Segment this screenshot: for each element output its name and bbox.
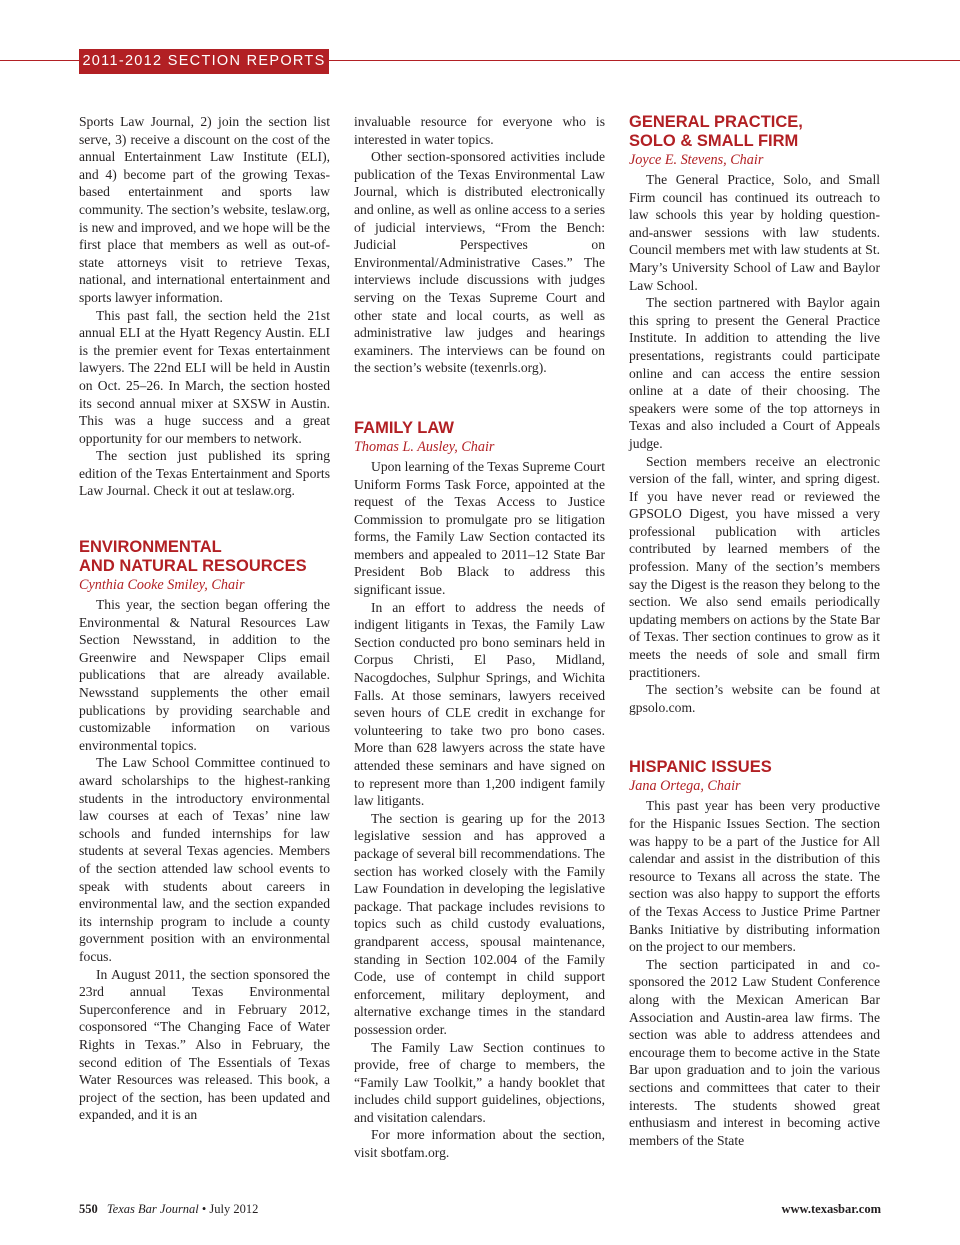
section-header-banner bbox=[79, 49, 329, 74]
section-title-family-law: FAMILY LAW bbox=[354, 418, 454, 437]
body-paragraph: invaluable resource for everyone who is interested in water topics. bbox=[354, 114, 605, 147]
body-paragraph: In August 2011, the section sponsored the 23rd annual Texas Environmental Superconference and in February 2012, cosponsored “The Changing Face of Water Rights in Texas.” Also in February, the second edition of The Essentials of Texas Water Resources was released. This book, a project of the section, has been updated and expanded, and it is an bbox=[79, 966, 330, 1123]
footer-bullet: • bbox=[201, 1202, 207, 1216]
body-paragraph: This year, the section began offering the Environmental & Natural Resources Law Section Newsstand, in addition to the Greenwire and Newspaper Clips email publications that are already available. Newsstand supplements the other email publications by providing searchable and customizable information on various environmental topics. bbox=[79, 597, 330, 753]
section-chair: Thomas L. Ausley, Chair bbox=[354, 438, 495, 455]
body-paragraph: The Family Law Section continues to provide, free of charge to members, the “Family Law Toolkit,” a handy booklet that includes child support guidelines, objections, and visitation calendars. bbox=[354, 1039, 605, 1125]
section-title-hispanic-issues: HISPANIC ISSUES bbox=[629, 758, 772, 777]
section-chair: Cynthia Cooke Smiley, Chair bbox=[79, 577, 245, 594]
section-spacer bbox=[354, 377, 605, 419]
body-paragraph: In an effort to address the needs of indigent litigants in Texas, the Family Law Section conducted pro bono seminars held in Corpus Christi, El Paso, Midland, Nacogdoches, Sulphur Springs, and Wichita Falls. At those seminars, lawyers received seven hours of CLE credit in exchange for volunteering to take two pro bono cases. More than 628 lawyers across the state have attended these seminars and have signed on to represent more than 1,200 indigent family law litigants. bbox=[354, 599, 605, 809]
body-paragraph: The section’s website can be found at gpsolo.com. bbox=[629, 682, 880, 715]
section-title-line: AND NATURAL RESOURCES bbox=[79, 557, 307, 576]
body-paragraph: This past fall, the section held the 21st annual ELI at the Hyatt Regency Austin. ELI is the premier event for Texas entertainment lawyers. The 22nd ELI will be held in Austin on Oct. 25–26. In March, the section hosted its second annual mixer at SXSW in Austin. This was a huge success and a great opportunity for our members to network. bbox=[79, 307, 330, 446]
body-paragraph: The section participated in and co-sponsored the 2012 Law Student Conference along with the Mexican American Bar Association and Austin-area law firms. The section was able to address attendees and encourage them to become active in the State Bar upon graduation and to join the various sections and committees that cater to their interests. The students showed great enthusiasm and interest in becoming active members of the State bbox=[629, 956, 880, 1148]
body-paragraph: This past year has been very productive for the Hispanic Issues Section. The section was happy to be a part of the Justice for All calendar and assist in the distribution of this resource to Texans all across the state. The section was also happy to support the efforts of the Texas Access to Justice Prime Partner Banks Initiative by distributing information on the project to our members. bbox=[629, 798, 880, 955]
body-paragraph: Section members receive an electronic version of the fall, winter, and spring digest. If you have never read or reviewed the GPSOLO Digest, you have missed a very professional publication with articles contributed by learned members of the profession. Many of the section’s members say the Digest is the reason they belong to the section. We also send emails periodically updating members on actions by the State Bar of Texas. Ther section continues to grow as it meets the needs of sole and small firm practitioners. bbox=[629, 453, 880, 680]
section-title-environmental bbox=[79, 538, 330, 576]
section-title-line: SOLO & SMALL FIRM bbox=[629, 132, 799, 150]
body-paragraph: Upon learning of the Texas Supreme Court Uniform Forms Task Force, appointed at the request of the Texas Access to Justice Commission to promulgate pro se litigation forms, the Family Law Section contacted its members and appealed to 2011–12 State Bar President Bob Black to address this significant issue. bbox=[354, 458, 605, 598]
journal-name: Texas Bar Journal bbox=[106, 1202, 199, 1216]
column-1 bbox=[79, 113, 330, 1124]
body-paragraph: The section is gearing up for the 2013 legislative session and has approved a package of several bill recommendations. The section has worked closely with the Family Law Foundation in developing the legislative package. That package includes revisions to topics such as child custody evaluations, grandparent access, spousal maintenance, standing in Section 102.004 of the Family Code, use of contempt in child support enforcement, military deployment, and alternative exchange times in the standard possession order. bbox=[354, 810, 605, 1037]
body-paragraph: For more information about the section, visit sbotfam.org. bbox=[354, 1127, 605, 1161]
page-number: 550 bbox=[79, 1202, 98, 1216]
body-paragraph: The section partnered with Baylor again this spring to present the General Practice Institute. In addition to attending the live presentations, registrants could participate online and can access the entire session online at a date of their choosing. The speakers were some of the top attorneys in Texas and also included a Court of Appeals judge. bbox=[629, 295, 880, 451]
body-paragraph: The General Practice, Solo, and Small Firm council has continued its outreach to law schools this year by holding question-and-answer sessions with law students. Council members met with law students at St. Mary’s University School of Law and Baylor Law School. bbox=[629, 172, 880, 293]
column-2 bbox=[354, 113, 605, 1162]
section-spacer bbox=[629, 716, 880, 758]
body-paragraph: The Law School Committee continued to award scholarships to the highest-ranking students in the introductory environmental law courses at each of Texas’ nine law schools and funded internships for law students at several Texas agencies. Members of the section attended law school events to speak with students about careers in environmental law, and the section expanded its internship program to include a county government position with an environmental focus. bbox=[79, 755, 330, 964]
footer-left bbox=[79, 1199, 258, 1219]
footer-website-link[interactable]: www.texasbar.com bbox=[781, 1202, 881, 1216]
section-chair: Joyce E. Stevens, Chair bbox=[629, 152, 764, 168]
column-3 bbox=[629, 113, 880, 1149]
section-header-label: 2011-2012 SECTION REPORTS bbox=[82, 53, 326, 69]
section-chair: Jana Ortega, Chair bbox=[629, 778, 741, 795]
issue-date: July 2012 bbox=[209, 1202, 259, 1216]
section-title-line: GENERAL PRACTICE, bbox=[629, 113, 803, 131]
section-title-line: ENVIRONMENTAL bbox=[79, 538, 222, 557]
body-paragraph: The section just published its spring edition of the Texas Entertainment and Sports Law Journal. Check it out at teslaw.org. bbox=[79, 448, 330, 499]
body-paragraph: Other section-sponsored activities include publication of the Texas Environmental Law Journal, which is distributed electronically and online, as well as online access to a series of judicial interviews, “From the Bench: Judicial Perspectives on Environmental/Administrative Cases.” The interviews include discussions with judges serving on the Texas Supreme Court and other state and local courts, as well as administrative law judges and hearings examiners. The interviews can be found on the section’s website (texenrls.org). bbox=[354, 149, 605, 376]
body-paragraph: Sports Law Journal, 2) join the section list serve, 3) receive a discount on the cost of the annual Entertainment Law Institute (ELI), and 4) become part of the growing Texas-based entertainment and sports law community. The section’s website, teslaw.org, is new and improved, and we hope will be the first place that members as well as out-of-state attorneys visit to retrieve Texas, national, and international entertainment and sports lawyer information. bbox=[79, 114, 330, 305]
section-title-general-practice bbox=[629, 113, 880, 151]
section-spacer bbox=[79, 500, 330, 538]
